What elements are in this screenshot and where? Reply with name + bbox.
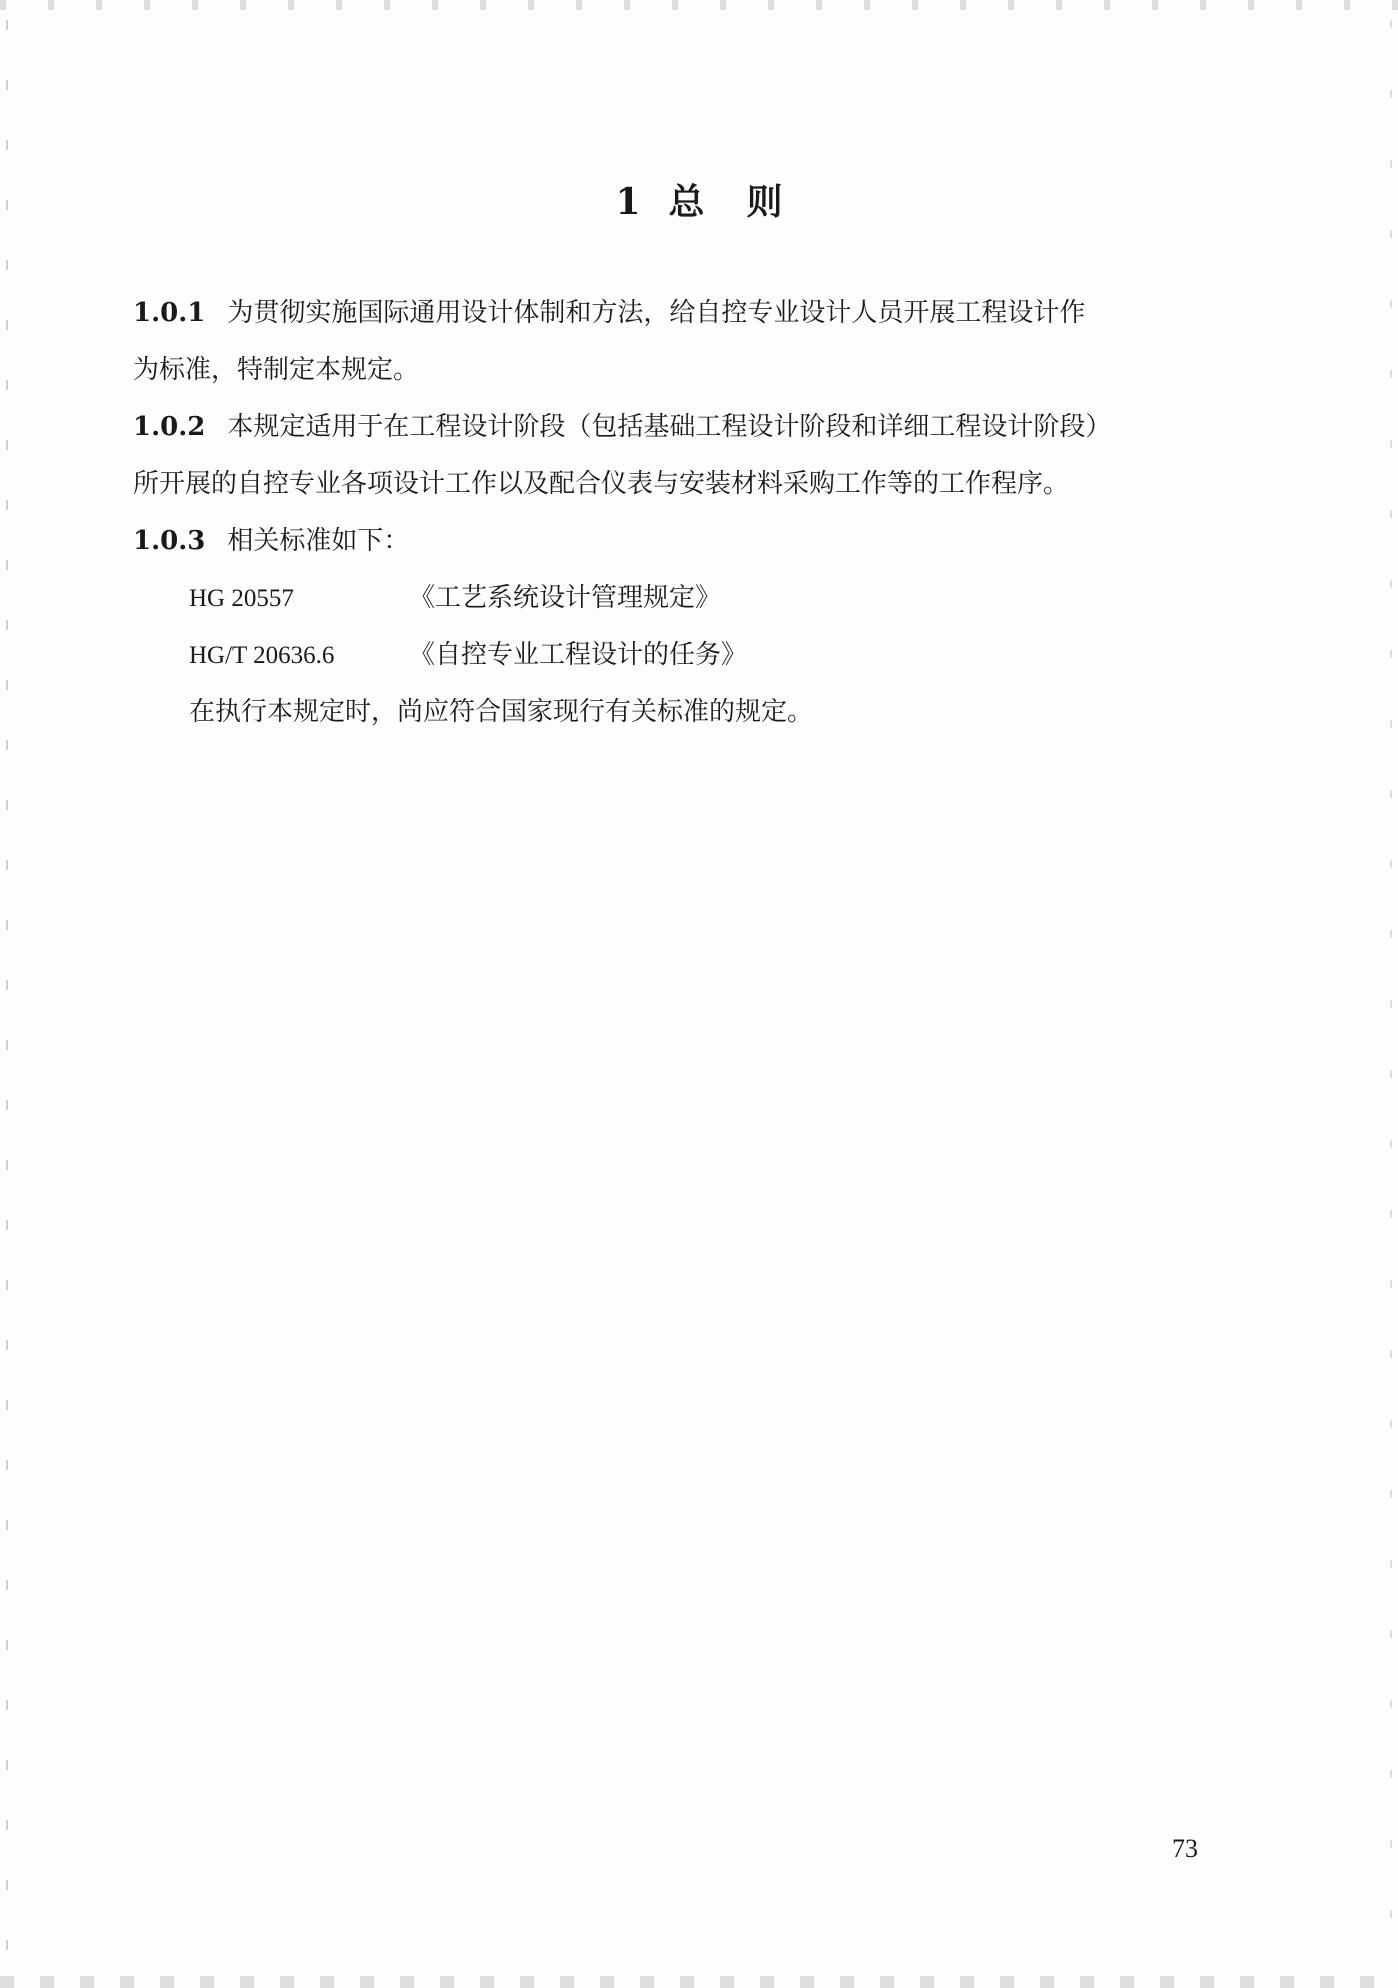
clause-number: 1.0.2: [133, 412, 206, 442]
reference-title: 《工艺系统设计管理规定》: [409, 583, 722, 613]
reference-code: HG/T 20636.6: [189, 642, 335, 669]
clause-text: 本规定适用于在工程设计阶段（包括基础工程设计阶段和详细工程设计阶段）: [227, 412, 1112, 442]
chapter-title: [0, 178, 1398, 227]
clause-line: 为标准，特制定本规定。: [133, 355, 420, 385]
clause-line: [133, 285, 1233, 342]
scan-artifact-left: [6, 20, 8, 1970]
reference-item: [189, 570, 1233, 627]
scan-artifact-top: [0, 0, 1398, 10]
reference-list: [133, 570, 1233, 684]
reference-code: HG 20557: [189, 585, 294, 612]
page-number: 73: [1172, 1834, 1198, 1863]
clause-number: 1.0.1: [133, 298, 206, 328]
scan-artifact-right: [1390, 20, 1392, 1970]
closing-note: 在执行本规定时，尚应符合国家现行有关标准的规定。: [189, 697, 814, 727]
clause-1-0-3: [133, 513, 1233, 570]
clause-line: 所开展的自控专业各项设计工作以及配合仪表与安装材料采购工作等的工作程序。: [133, 469, 1070, 499]
reference-title: 《自控专业工程设计的任务》: [409, 640, 748, 670]
reference-item: [189, 627, 1233, 684]
clause-text: 为贯彻实施国际通用设计体制和方法，给自控专业设计人员开展工程设计作: [227, 298, 1086, 328]
scan-artifact-bottom: [0, 1976, 1398, 1988]
chapter-number: 1: [615, 181, 641, 223]
clause-line: [133, 399, 1233, 456]
clause-1-0-2: [133, 399, 1233, 513]
chapter-title-char-1: 总: [668, 182, 705, 223]
clause-number: 1.0.3: [133, 526, 206, 556]
clause-1-0-1: [133, 285, 1233, 399]
chapter-body: [133, 285, 1233, 741]
clause-line: [133, 513, 1233, 570]
chapter-title-char-2: 则: [746, 182, 783, 223]
clause-text: 相关标准如下：: [227, 526, 410, 556]
